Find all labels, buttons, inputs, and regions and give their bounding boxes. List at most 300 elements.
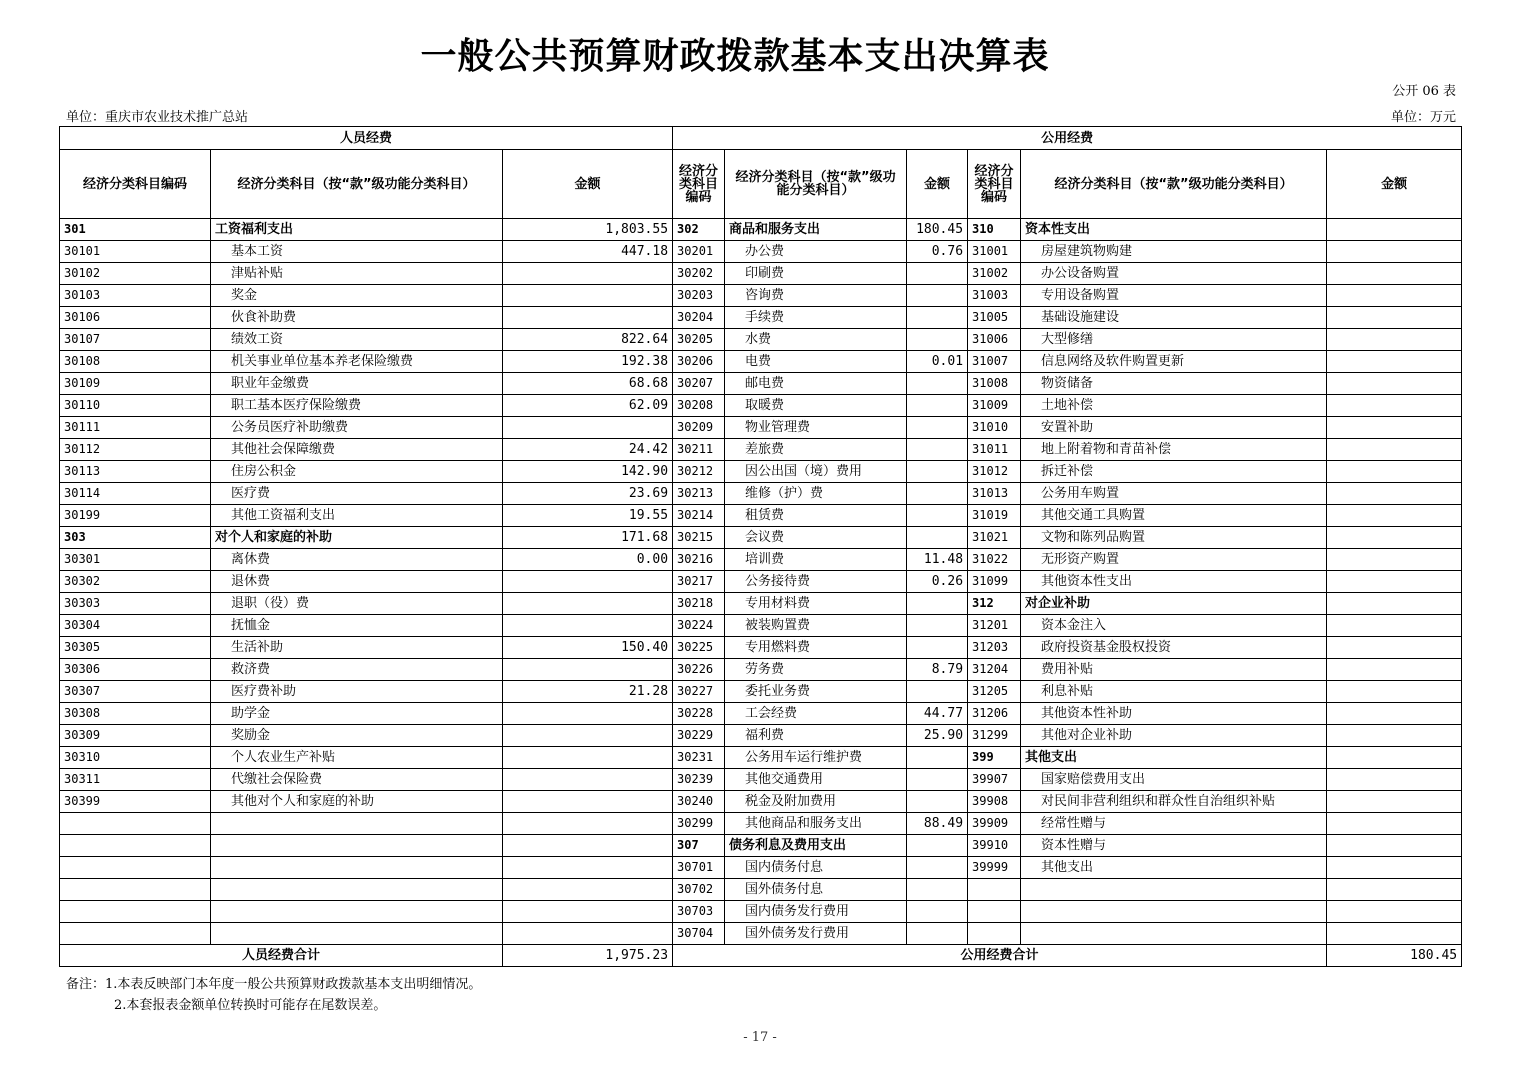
table-row — [60, 681, 1462, 703]
name-cell: 税金及附加费用 — [725, 791, 907, 813]
amount-cell — [503, 307, 673, 329]
name-cell: 土地补偿 — [1021, 395, 1327, 417]
amount-cell — [503, 593, 673, 615]
table-row — [60, 703, 1462, 725]
name-cell: 大型修缮 — [1021, 329, 1327, 351]
note-line-2: 2.本套报表金额单位转换时可能存在尾数误差。 — [114, 998, 387, 1013]
amount-cell — [1327, 439, 1462, 461]
code-cell: 30213 — [673, 483, 725, 505]
code-cell: 30311 — [60, 769, 211, 791]
name-cell: 商品和服务支出 — [725, 219, 907, 241]
public-total-value: 180.45 — [1327, 945, 1462, 967]
table-row — [60, 879, 1462, 901]
public-total-label: 公用经费合计 — [673, 945, 1327, 967]
code-cell: 30302 — [60, 571, 211, 593]
name-cell: 其他支出 — [1021, 857, 1327, 879]
name-cell: 其他对企业补助 — [1021, 725, 1327, 747]
amount-cell — [1327, 769, 1462, 791]
amount-cell: 23.69 — [503, 483, 673, 505]
table-row — [60, 923, 1462, 945]
amount-cell — [1327, 857, 1462, 879]
code-cell: 30299 — [673, 813, 725, 835]
amount-cell — [1327, 637, 1462, 659]
amount-cell — [503, 285, 673, 307]
name-cell: 办公费 — [725, 241, 907, 263]
code-cell: 301 — [60, 219, 211, 241]
code-cell: 30203 — [673, 285, 725, 307]
name-cell: 资本性支出 — [1021, 219, 1327, 241]
code-cell: 39999 — [968, 857, 1021, 879]
amount-cell — [1327, 241, 1462, 263]
amount-cell — [907, 593, 968, 615]
table-row — [60, 417, 1462, 439]
name-cell: 其他交通费用 — [725, 769, 907, 791]
table-row — [60, 351, 1462, 373]
amount-cell — [1327, 351, 1462, 373]
code-cell: 31201 — [968, 615, 1021, 637]
amount-cell — [503, 725, 673, 747]
code-cell — [60, 813, 211, 835]
code-cell: 30106 — [60, 307, 211, 329]
code-cell: 31002 — [968, 263, 1021, 285]
code-cell: 30702 — [673, 879, 725, 901]
amount-cell — [1327, 593, 1462, 615]
amount-cell: 142.90 — [503, 461, 673, 483]
code-cell: 30103 — [60, 285, 211, 307]
amount-cell — [503, 791, 673, 813]
code-cell: 310 — [968, 219, 1021, 241]
code-cell: 30303 — [60, 593, 211, 615]
amount-cell: 24.42 — [503, 439, 673, 461]
code-cell — [968, 879, 1021, 901]
code-cell: 30224 — [673, 615, 725, 637]
table-row — [60, 615, 1462, 637]
code-cell: 39910 — [968, 835, 1021, 857]
code-cell: 399 — [968, 747, 1021, 769]
code-cell: 30107 — [60, 329, 211, 351]
name-cell: 费用补贴 — [1021, 659, 1327, 681]
name-cell: 信息网络及软件购置更新 — [1021, 351, 1327, 373]
page-title: 一般公共预算财政拨款基本支出决算表 — [420, 35, 1050, 77]
name-cell — [211, 813, 503, 835]
amount-cell — [1327, 505, 1462, 527]
code-cell: 30306 — [60, 659, 211, 681]
name-cell: 取暖费 — [725, 395, 907, 417]
amount-cell — [503, 901, 673, 923]
name-cell: 津贴补贴 — [211, 263, 503, 285]
name-cell: 职工基本医疗保险缴费 — [211, 395, 503, 417]
amount-cell — [1327, 461, 1462, 483]
code-cell: 30217 — [673, 571, 725, 593]
amount-cell — [907, 681, 968, 703]
amount-cell — [1327, 219, 1462, 241]
amount-cell — [1327, 571, 1462, 593]
amount-cell — [907, 439, 968, 461]
amount-cell — [503, 703, 673, 725]
name-cell: 利息补贴 — [1021, 681, 1327, 703]
amount-cell — [1327, 263, 1462, 285]
code-cell: 30114 — [60, 483, 211, 505]
code-cell — [60, 835, 211, 857]
code-cell: 30301 — [60, 549, 211, 571]
amount-cell — [1327, 923, 1462, 945]
name-cell: 退休费 — [211, 571, 503, 593]
table-row — [60, 835, 1462, 857]
name-cell: 安置补助 — [1021, 417, 1327, 439]
name-cell: 公务用车购置 — [1021, 483, 1327, 505]
name-cell: 培训费 — [725, 549, 907, 571]
amount-cell — [907, 901, 968, 923]
name-cell: 奖金 — [211, 285, 503, 307]
name-cell: 个人农业生产补贴 — [211, 747, 503, 769]
amount-cell — [1327, 879, 1462, 901]
code-cell: 30113 — [60, 461, 211, 483]
code-cell: 30229 — [673, 725, 725, 747]
name-cell — [211, 857, 503, 879]
name-cell: 对民间非营利组织和群众性自治组织补贴 — [1021, 791, 1327, 813]
code-cell: 31206 — [968, 703, 1021, 725]
name-cell — [211, 901, 503, 923]
name-cell: 劳务费 — [725, 659, 907, 681]
code-cell: 30108 — [60, 351, 211, 373]
name-cell: 维修（护）费 — [725, 483, 907, 505]
amount-cell — [503, 263, 673, 285]
name-cell: 专用材料费 — [725, 593, 907, 615]
code-cell: 31021 — [968, 527, 1021, 549]
name-cell: 国外债务发行费用 — [725, 923, 907, 945]
amount-cell — [907, 923, 968, 945]
amount-cell: 88.49 — [907, 813, 968, 835]
amount-cell: 180.45 — [907, 219, 968, 241]
amount-cell: 11.48 — [907, 549, 968, 571]
totals-row — [60, 945, 1462, 967]
expenditure-table — [59, 126, 1462, 967]
note-line-1: 备注：1.本表反映部门本年度一般公共预算财政拨款基本支出明细情况。 — [66, 977, 482, 992]
header-amount: 金额 — [503, 150, 673, 219]
table-row — [60, 285, 1462, 307]
amount-cell: 62.09 — [503, 395, 673, 417]
code-cell: 31003 — [968, 285, 1021, 307]
name-cell: 生活补助 — [211, 637, 503, 659]
code-cell: 30112 — [60, 439, 211, 461]
form-number: 公开 06 表 — [1392, 84, 1456, 99]
name-cell: 国内债务发行费用 — [725, 901, 907, 923]
table-row — [60, 659, 1462, 681]
amount-cell: 0.00 — [503, 549, 673, 571]
code-cell: 30309 — [60, 725, 211, 747]
code-cell: 30209 — [673, 417, 725, 439]
amount-cell — [907, 285, 968, 307]
name-cell: 代缴社会保险费 — [211, 769, 503, 791]
group-public: 公用经费 — [673, 127, 1462, 150]
amount-cell — [907, 637, 968, 659]
amount-cell: 0.26 — [907, 571, 968, 593]
name-cell: 机关事业单位基本养老保险缴费 — [211, 351, 503, 373]
amount-cell — [1327, 791, 1462, 813]
amount-cell — [907, 791, 968, 813]
amount-cell — [1327, 747, 1462, 769]
name-cell — [211, 835, 503, 857]
amount-cell — [907, 329, 968, 351]
name-cell — [1021, 879, 1327, 901]
amount-cell — [1327, 307, 1462, 329]
amount-cell — [907, 505, 968, 527]
name-cell: 其他交通工具购置 — [1021, 505, 1327, 527]
amount-cell — [907, 461, 968, 483]
code-cell: 312 — [968, 593, 1021, 615]
code-cell: 31299 — [968, 725, 1021, 747]
name-cell: 国家赔偿费用支出 — [1021, 769, 1327, 791]
amount-cell: 68.68 — [503, 373, 673, 395]
table-row — [60, 791, 1462, 813]
code-cell: 31203 — [968, 637, 1021, 659]
code-cell: 30208 — [673, 395, 725, 417]
name-cell: 离休费 — [211, 549, 503, 571]
code-cell: 30205 — [673, 329, 725, 351]
code-cell: 30199 — [60, 505, 211, 527]
code-cell: 31012 — [968, 461, 1021, 483]
amount-cell — [503, 835, 673, 857]
name-cell: 邮电费 — [725, 373, 907, 395]
code-cell — [968, 901, 1021, 923]
amount-cell — [1327, 725, 1462, 747]
code-cell: 30204 — [673, 307, 725, 329]
amount-cell — [503, 417, 673, 439]
code-cell: 30227 — [673, 681, 725, 703]
table-row — [60, 329, 1462, 351]
table-row — [60, 725, 1462, 747]
header-code-3: 经济分类科目编码 — [968, 150, 1021, 219]
personnel-total-label: 人员经费合计 — [60, 945, 503, 967]
name-cell: 医疗费补助 — [211, 681, 503, 703]
group-personnel: 人员经费 — [60, 127, 673, 150]
amount-cell — [907, 857, 968, 879]
table-row — [60, 219, 1462, 241]
name-cell: 咨询费 — [725, 285, 907, 307]
name-cell: 公务员医疗补助缴费 — [211, 417, 503, 439]
name-cell: 专用设备购置 — [1021, 285, 1327, 307]
unit-organization: 单位：重庆市农业技术推广总站 — [66, 110, 249, 125]
name-cell: 其他支出 — [1021, 747, 1327, 769]
amount-cell — [503, 879, 673, 901]
code-cell: 30231 — [673, 747, 725, 769]
amount-cell — [503, 659, 673, 681]
amount-cell — [907, 769, 968, 791]
name-cell: 会议费 — [725, 527, 907, 549]
table-row — [60, 593, 1462, 615]
amount-cell: 1,803.55 — [503, 219, 673, 241]
code-cell: 30202 — [673, 263, 725, 285]
name-cell: 资本金注入 — [1021, 615, 1327, 637]
table-row — [60, 527, 1462, 549]
table-row — [60, 263, 1462, 285]
header-amount-3: 金额 — [1327, 150, 1462, 219]
name-cell: 资本性赠与 — [1021, 835, 1327, 857]
amount-cell — [907, 395, 968, 417]
amount-cell — [907, 835, 968, 857]
code-cell — [60, 901, 211, 923]
name-cell: 绩效工资 — [211, 329, 503, 351]
amount-cell: 21.28 — [503, 681, 673, 703]
name-cell: 委托业务费 — [725, 681, 907, 703]
code-cell: 30307 — [60, 681, 211, 703]
code-cell — [60, 923, 211, 945]
code-cell: 30399 — [60, 791, 211, 813]
header-amount-2: 金额 — [907, 150, 968, 219]
code-cell: 31010 — [968, 417, 1021, 439]
code-cell: 30111 — [60, 417, 211, 439]
name-cell: 国内债务付息 — [725, 857, 907, 879]
amount-cell — [1327, 681, 1462, 703]
name-cell: 国外债务付息 — [725, 879, 907, 901]
amount-cell: 192.38 — [503, 351, 673, 373]
amount-cell: 19.55 — [503, 505, 673, 527]
code-cell: 30239 — [673, 769, 725, 791]
code-cell: 30216 — [673, 549, 725, 571]
code-cell: 30226 — [673, 659, 725, 681]
amount-cell — [503, 857, 673, 879]
amount-cell — [1327, 395, 1462, 417]
name-cell: 其他工资福利支出 — [211, 505, 503, 527]
table-row — [60, 241, 1462, 263]
name-cell — [211, 923, 503, 945]
amount-cell — [907, 615, 968, 637]
code-cell: 31007 — [968, 351, 1021, 373]
name-cell — [1021, 923, 1327, 945]
code-cell: 31205 — [968, 681, 1021, 703]
name-cell: 因公出国（境）费用 — [725, 461, 907, 483]
name-cell: 奖励金 — [211, 725, 503, 747]
amount-cell — [503, 813, 673, 835]
code-cell: 30214 — [673, 505, 725, 527]
amount-cell — [1327, 703, 1462, 725]
code-cell: 31011 — [968, 439, 1021, 461]
name-cell: 其他资本性补助 — [1021, 703, 1327, 725]
name-cell: 工会经费 — [725, 703, 907, 725]
table-row — [60, 461, 1462, 483]
name-cell — [1021, 901, 1327, 923]
name-cell: 差旅费 — [725, 439, 907, 461]
code-cell: 30109 — [60, 373, 211, 395]
amount-cell — [907, 879, 968, 901]
code-cell: 39908 — [968, 791, 1021, 813]
name-cell: 债务利息及费用支出 — [725, 835, 907, 857]
code-cell: 30201 — [673, 241, 725, 263]
code-cell — [60, 879, 211, 901]
code-cell: 307 — [673, 835, 725, 857]
table-row — [60, 307, 1462, 329]
unit-currency: 单位：万元 — [1390, 110, 1456, 125]
code-cell: 30225 — [673, 637, 725, 659]
amount-cell — [907, 417, 968, 439]
code-cell: 31204 — [968, 659, 1021, 681]
code-cell: 302 — [673, 219, 725, 241]
name-cell: 水费 — [725, 329, 907, 351]
amount-cell — [503, 571, 673, 593]
amount-cell: 0.01 — [907, 351, 968, 373]
amount-cell — [1327, 329, 1462, 351]
code-cell: 31022 — [968, 549, 1021, 571]
name-cell: 公务接待费 — [725, 571, 907, 593]
name-cell: 房屋建筑物购建 — [1021, 241, 1327, 263]
amount-cell: 150.40 — [503, 637, 673, 659]
notes — [66, 974, 481, 1016]
code-cell: 30310 — [60, 747, 211, 769]
table-row — [60, 571, 1462, 593]
name-cell: 办公设备购置 — [1021, 263, 1327, 285]
table-row — [60, 813, 1462, 835]
group-header-row — [60, 127, 1462, 150]
name-cell: 文物和陈列品购置 — [1021, 527, 1327, 549]
name-cell: 其他资本性支出 — [1021, 571, 1327, 593]
amount-cell — [1327, 417, 1462, 439]
table-row — [60, 373, 1462, 395]
code-cell: 31013 — [968, 483, 1021, 505]
amount-cell — [1327, 483, 1462, 505]
name-cell: 被装购置费 — [725, 615, 907, 637]
name-cell: 抚恤金 — [211, 615, 503, 637]
name-cell: 印刷费 — [725, 263, 907, 285]
code-cell — [60, 857, 211, 879]
table-row — [60, 395, 1462, 417]
code-cell: 30704 — [673, 923, 725, 945]
code-cell: 30206 — [673, 351, 725, 373]
amount-cell — [907, 263, 968, 285]
header-code-2: 经济分类科目编码 — [673, 150, 725, 219]
name-cell: 物资储备 — [1021, 373, 1327, 395]
amount-cell — [1327, 901, 1462, 923]
header-name: 经济分类科目（按“款”级功能分类科目） — [211, 150, 503, 219]
amount-cell — [1327, 813, 1462, 835]
name-cell: 助学金 — [211, 703, 503, 725]
name-cell: 电费 — [725, 351, 907, 373]
amount-cell: 25.90 — [907, 725, 968, 747]
name-cell — [211, 879, 503, 901]
amount-cell — [1327, 835, 1462, 857]
table-row — [60, 747, 1462, 769]
code-cell: 30228 — [673, 703, 725, 725]
code-cell: 39907 — [968, 769, 1021, 791]
name-cell: 工资福利支出 — [211, 219, 503, 241]
table-row — [60, 439, 1462, 461]
name-cell: 手续费 — [725, 307, 907, 329]
table-row — [60, 857, 1462, 879]
column-header-row — [60, 150, 1462, 219]
code-cell: 31001 — [968, 241, 1021, 263]
code-cell: 31019 — [968, 505, 1021, 527]
name-cell: 专用燃料费 — [725, 637, 907, 659]
code-cell: 31099 — [968, 571, 1021, 593]
code-cell: 30215 — [673, 527, 725, 549]
name-cell: 福利费 — [725, 725, 907, 747]
name-cell: 住房公积金 — [211, 461, 503, 483]
code-cell: 30102 — [60, 263, 211, 285]
table-row — [60, 901, 1462, 923]
amount-cell — [907, 527, 968, 549]
amount-cell: 822.64 — [503, 329, 673, 351]
code-cell: 30703 — [673, 901, 725, 923]
name-cell: 职业年金缴费 — [211, 373, 503, 395]
name-cell: 救济费 — [211, 659, 503, 681]
amount-cell: 8.79 — [907, 659, 968, 681]
name-cell: 对个人和家庭的补助 — [211, 527, 503, 549]
header-name-2: 经济分类科目（按“款”级功能分类科目） — [725, 150, 907, 219]
table-row — [60, 637, 1462, 659]
amount-cell: 0.76 — [907, 241, 968, 263]
amount-cell — [1327, 549, 1462, 571]
header-name-3: 经济分类科目（按“款”级功能分类科目） — [1021, 150, 1327, 219]
code-cell: 31006 — [968, 329, 1021, 351]
